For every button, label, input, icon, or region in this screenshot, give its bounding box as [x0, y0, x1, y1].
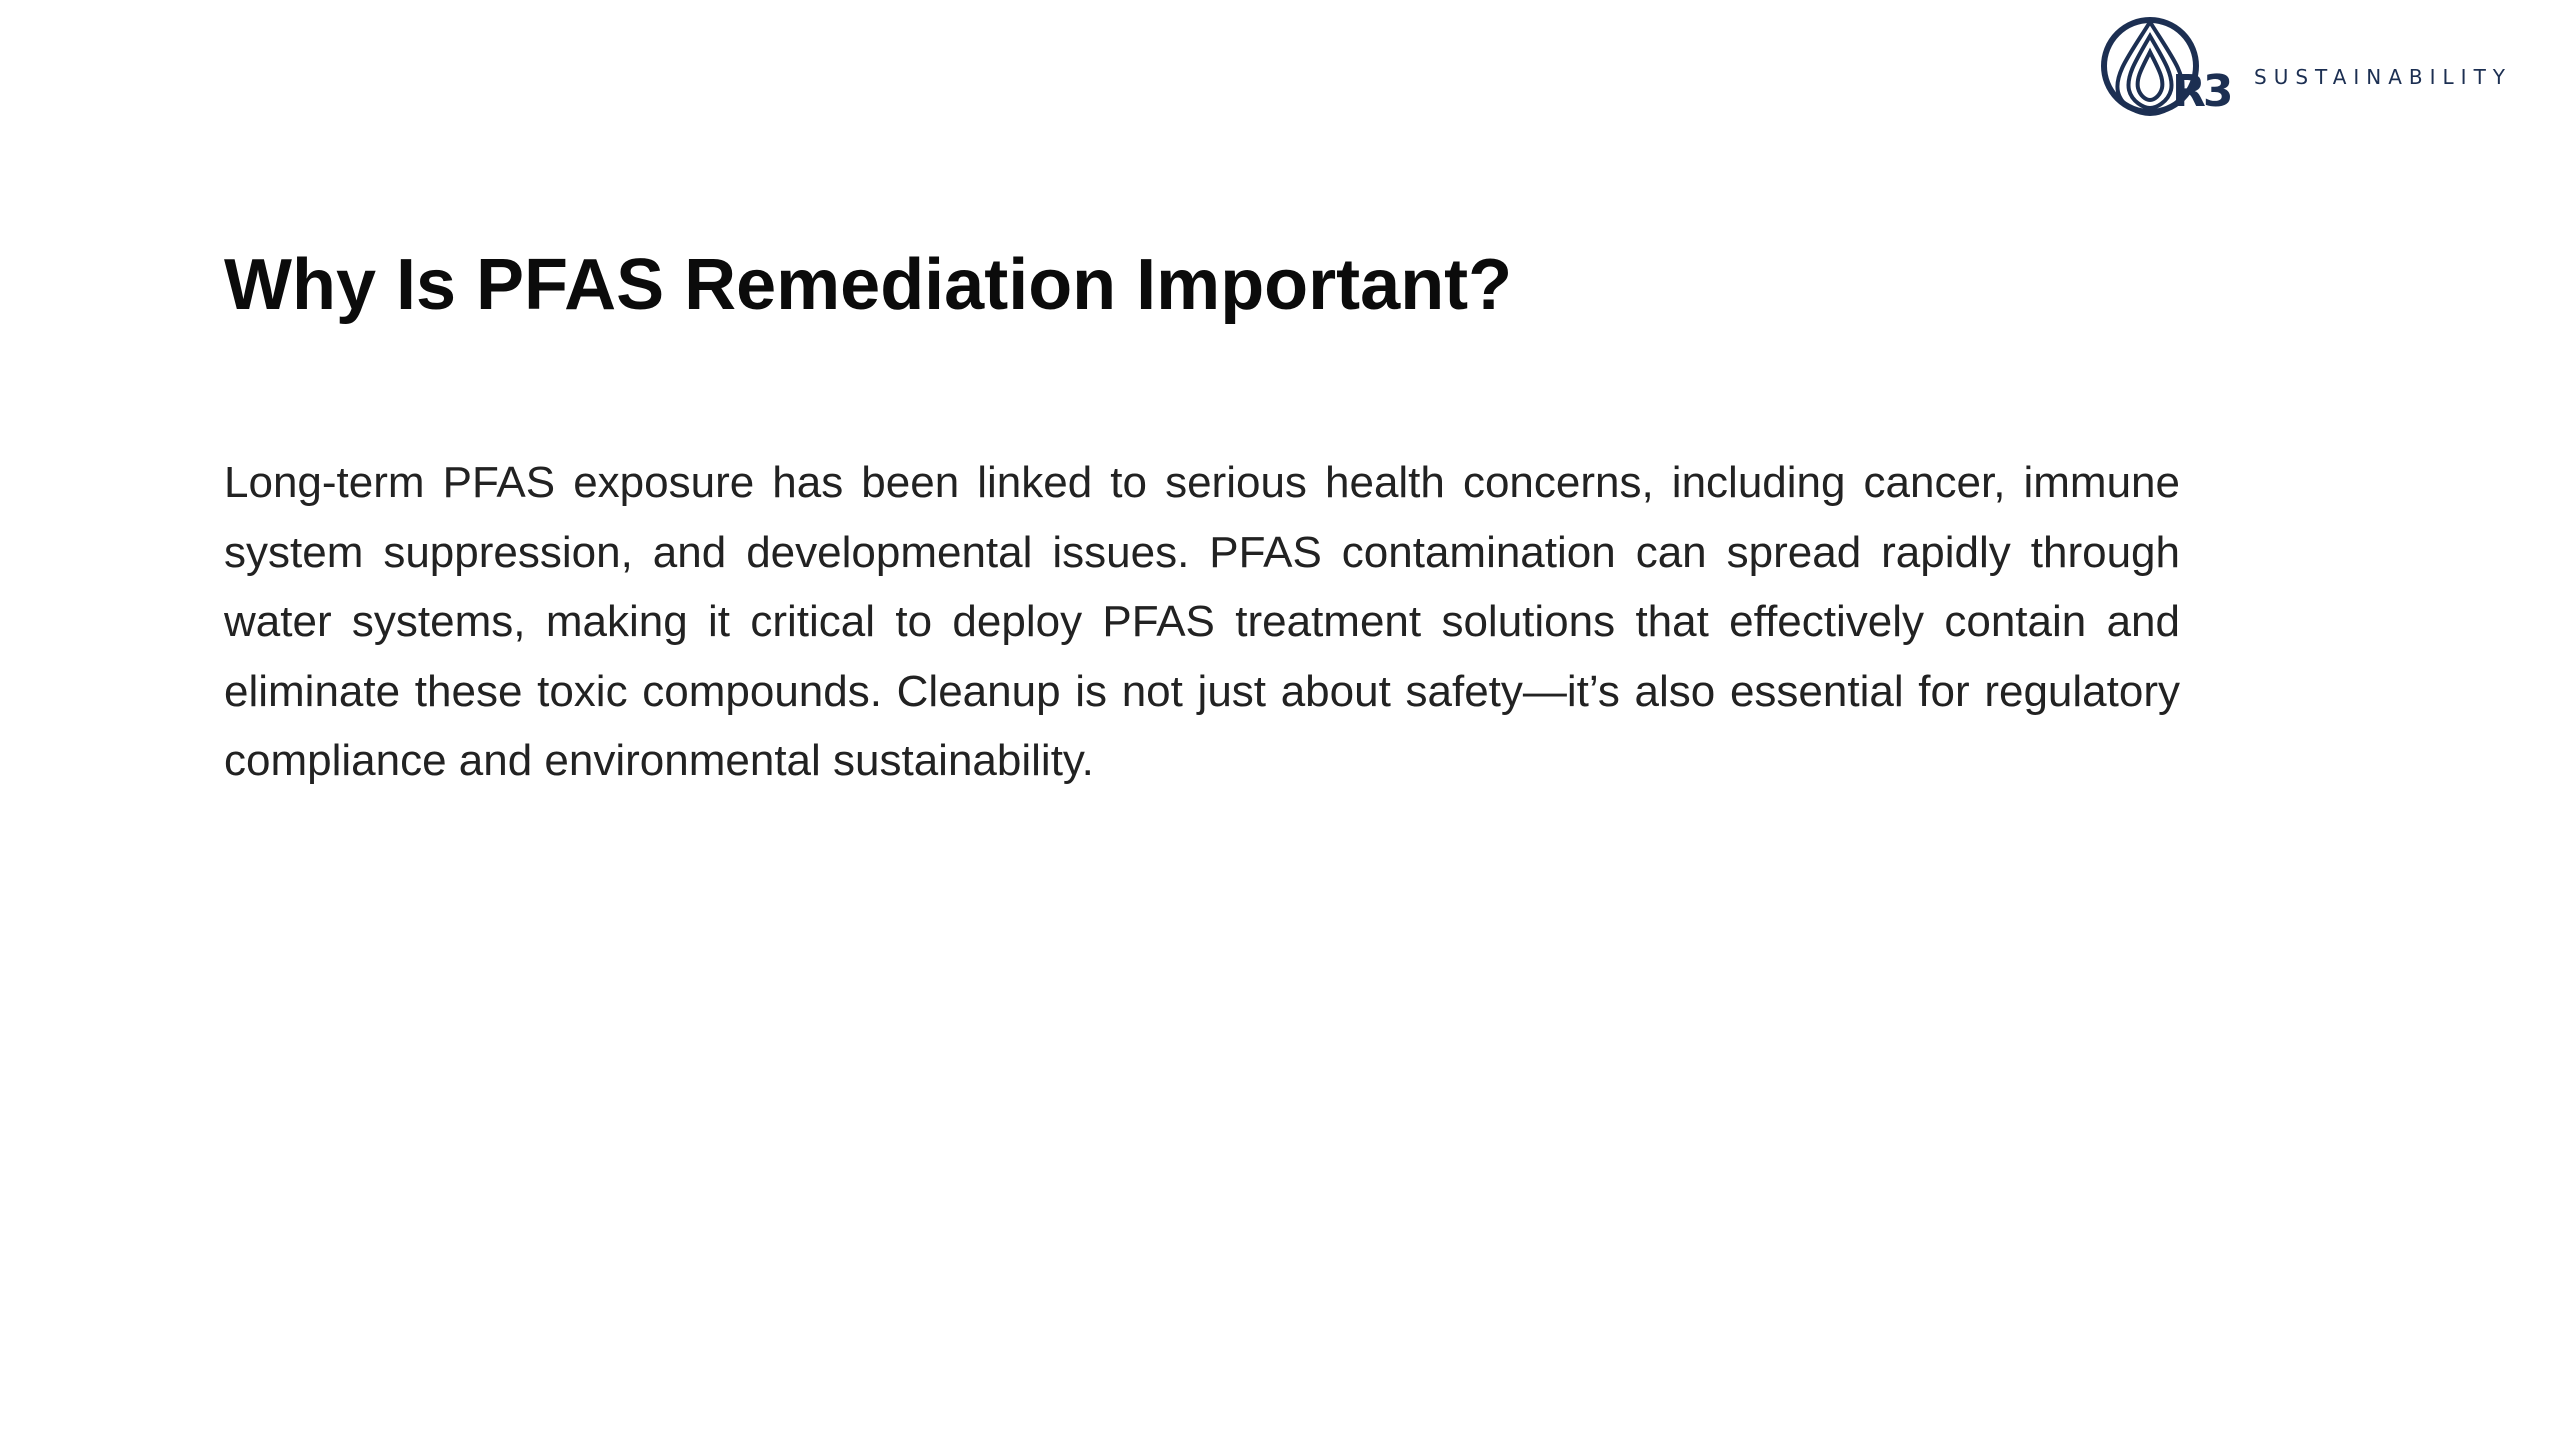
- svg-text:R3: R3: [2172, 66, 2231, 117]
- r3-sustainability-logo: [2100, 14, 2550, 118]
- slide-title: Why Is PFAS Remediation Important?: [224, 245, 1513, 325]
- logo-wordmark: SUSTAINABILITY: [2254, 65, 2513, 89]
- slide-body-paragraph: Long-term PFAS exposure has been linked to serious health concerns, including cancer, immune system suppression, and developmental issues. PFAS contamination can spread rapidly through water systems, making it critical to deploy PFAS treatment solutions that effectively contain and eliminate these toxic compounds. Cleanup is not just about safety—it’s also essential for regulatory compliance and environmental sustainability.: [224, 458, 2180, 785]
- r3-drop-logo-icon: [2100, 14, 2250, 118]
